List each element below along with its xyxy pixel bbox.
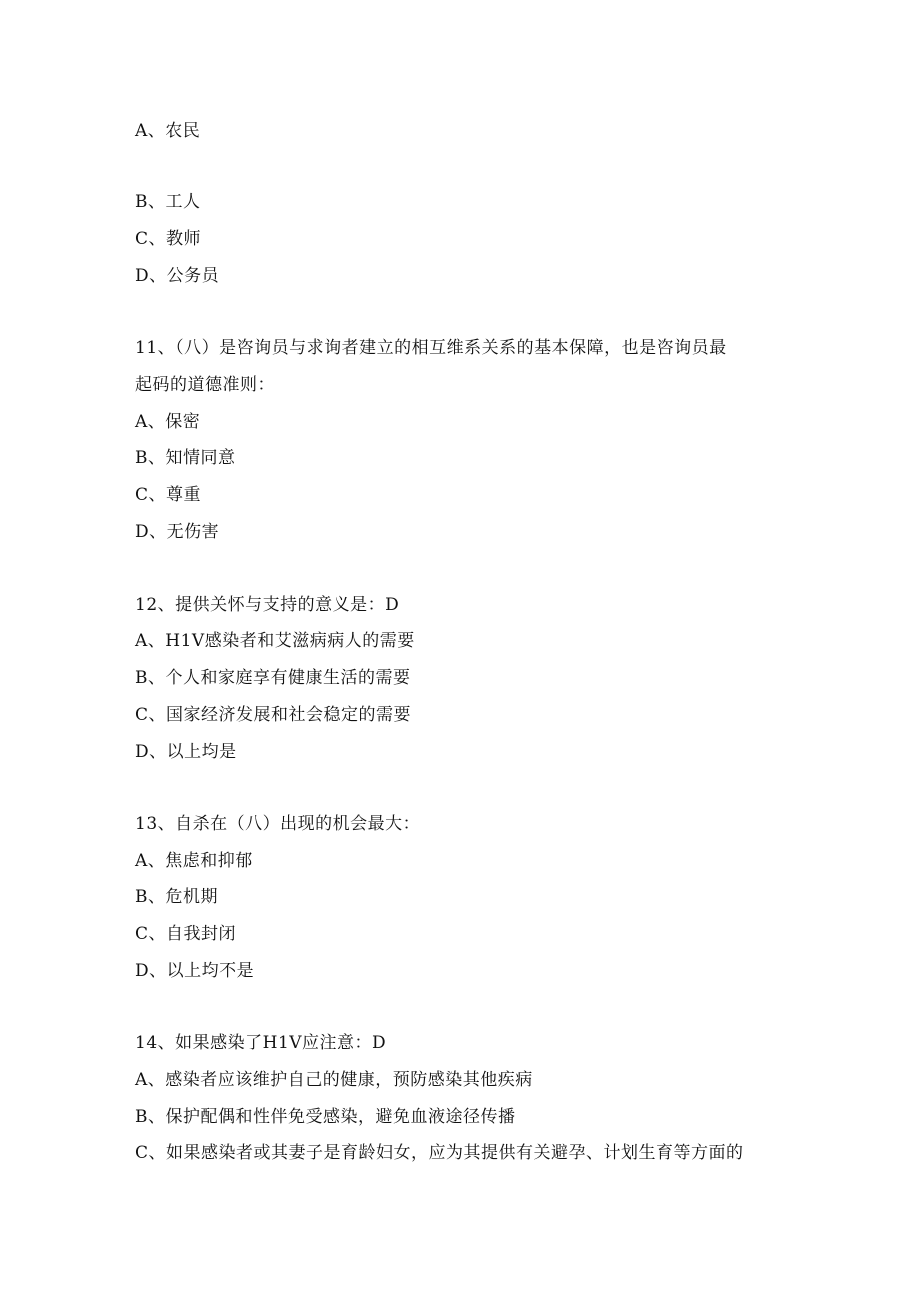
q10-option-c: C、教师 <box>135 229 202 249</box>
q11-option-a: A、保密 <box>135 412 201 432</box>
q11-option-d: D、无伤害 <box>135 522 220 542</box>
q12-option-a: A、H1V感染者和艾滋病病人的需要 <box>135 631 415 651</box>
q14-option-c: C、如果感染者或其妻子是育龄妇女，应为其提供有关避孕、计划生育等方面的 <box>135 1143 744 1163</box>
q11-stem-line1: 11、（八）是咨询员与求询者建立的相互维系关系的基本保障，也是咨询员最 <box>135 338 727 358</box>
q10-option-d: D、公务员 <box>135 266 220 286</box>
q13-option-b: B、危机期 <box>135 887 218 907</box>
q11-option-b: B、知情同意 <box>135 448 236 468</box>
q11-stem-line2: 起码的道德准则： <box>135 375 275 395</box>
q13-option-a: A、焦虑和抑郁 <box>135 851 253 871</box>
q11-option-c: C、尊重 <box>135 485 202 505</box>
q13-stem: 13、自杀在（八）出现的机会最大： <box>135 814 421 834</box>
q12-stem: 12、提供关怀与支持的意义是：D <box>135 595 400 615</box>
q12-option-d: D、以上均是 <box>135 742 237 762</box>
q13-option-c: C、自我封闭 <box>135 924 237 944</box>
q14-option-a: A、感染者应该维护自己的健康，预防感染其他疾病 <box>135 1070 533 1090</box>
q14-option-b: B、保护配偶和性伴免受感染，避免血液途径传播 <box>135 1107 516 1127</box>
q13-option-d: D、以上均不是 <box>135 961 255 981</box>
q12-option-b: B、个人和家庭享有健康生活的需要 <box>135 668 411 688</box>
q12-option-c: C、国家经济发展和社会稳定的需要 <box>135 705 412 725</box>
q10-option-b: B、工人 <box>135 192 201 212</box>
q10-option-a: A、农民 <box>135 121 201 141</box>
q14-stem: 14、如果感染了H1V应注意：D <box>135 1033 387 1053</box>
